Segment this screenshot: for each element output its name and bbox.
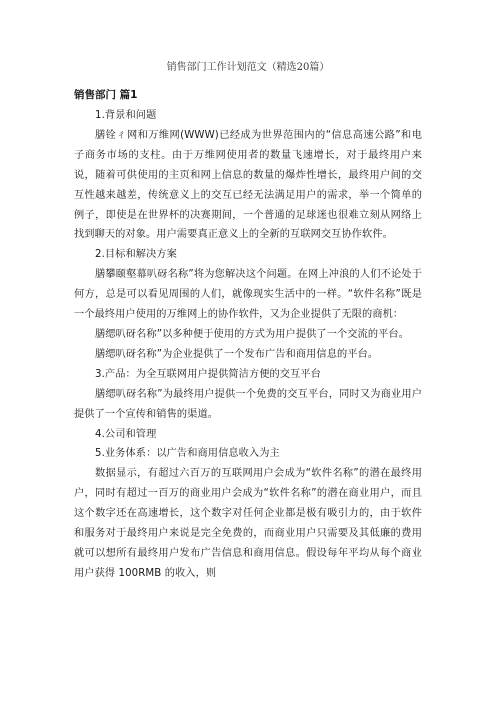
paragraph: 膳铨ㄔ网和万维网(WWW)已经成为世界范围内的“信息高速公路”和电子商务市场的支柱。由于万维网使用者的数量飞速增长，对于最终用户来说，随着可供使用的主页和网上信息的数量的爆炸性增长，最终用户间的交互性越来越差，传统意义上的交互已经无法满足用户的需求，举一个简单的例子，即使是在世界杯的决赛期间，一个普通的足球迷也很难立刻从网络上找到聊天的对象。用户需要真正意义上的全新的互联网交互协作软件。: [74, 129, 422, 241]
paragraph: 膳缌叭砑名称”以多种便于使用的方式为用户提供了一个交流的平台。: [95, 328, 409, 340]
document-title: 销售部门工作计划范文（精选20篇）: [166, 62, 330, 73]
paragraph: 4.公司和管理: [95, 428, 157, 440]
paragraph: 5.业务体系：以广告和商用信息收入为主: [95, 448, 280, 460]
paragraph: 1.背景和问题: [95, 110, 157, 121]
paragraph: 膳攀颐壑幕叭砑名称”将为您解决这个问题。在网上冲浪的人们不论处于何方，总是可以看见周围的人们，就像现实生活中的一样。“软件名称”既是一个最终用户使用的万维网上的协作软件，又为企业提供了无限的商机：: [74, 269, 422, 321]
section-heading: 销售部门 篇1: [74, 89, 138, 101]
paragraph: 数据显示，有超过六百万的互联网用户会成为“软件名称”的潜在最终用户，同时有超过一百万的商业用户会成为“软件名称”的潜在商业用户，而且这个数字还在高速增长，这个数字对任何企业都是极有吸引力的，由于软件和服务对于最终用户来说是完全免费的，而商业用户只需要及其低廉的费用就可以想所有最终用户发布广告信息和商用信息。假设每年平均从每个商业用户获得 100RMB 的收入，则: [74, 468, 422, 579]
paragraph: 3.产品：为全互联网用户提供简洁方便的交互平台: [95, 368, 321, 380]
paragraph: 2.目标和解决方案: [95, 249, 177, 261]
paragraph: 膳缌叭砑名称”为企业提供了一个发布广告和商用信息的平台。: [95, 348, 379, 360]
document-body: [74, 106, 422, 584]
paragraph: 膳缌叭砑名称”为最终用户提供一个免费的交互平台，同时又为商业用户提供了一个宣传和销售的渠道。: [74, 388, 422, 420]
